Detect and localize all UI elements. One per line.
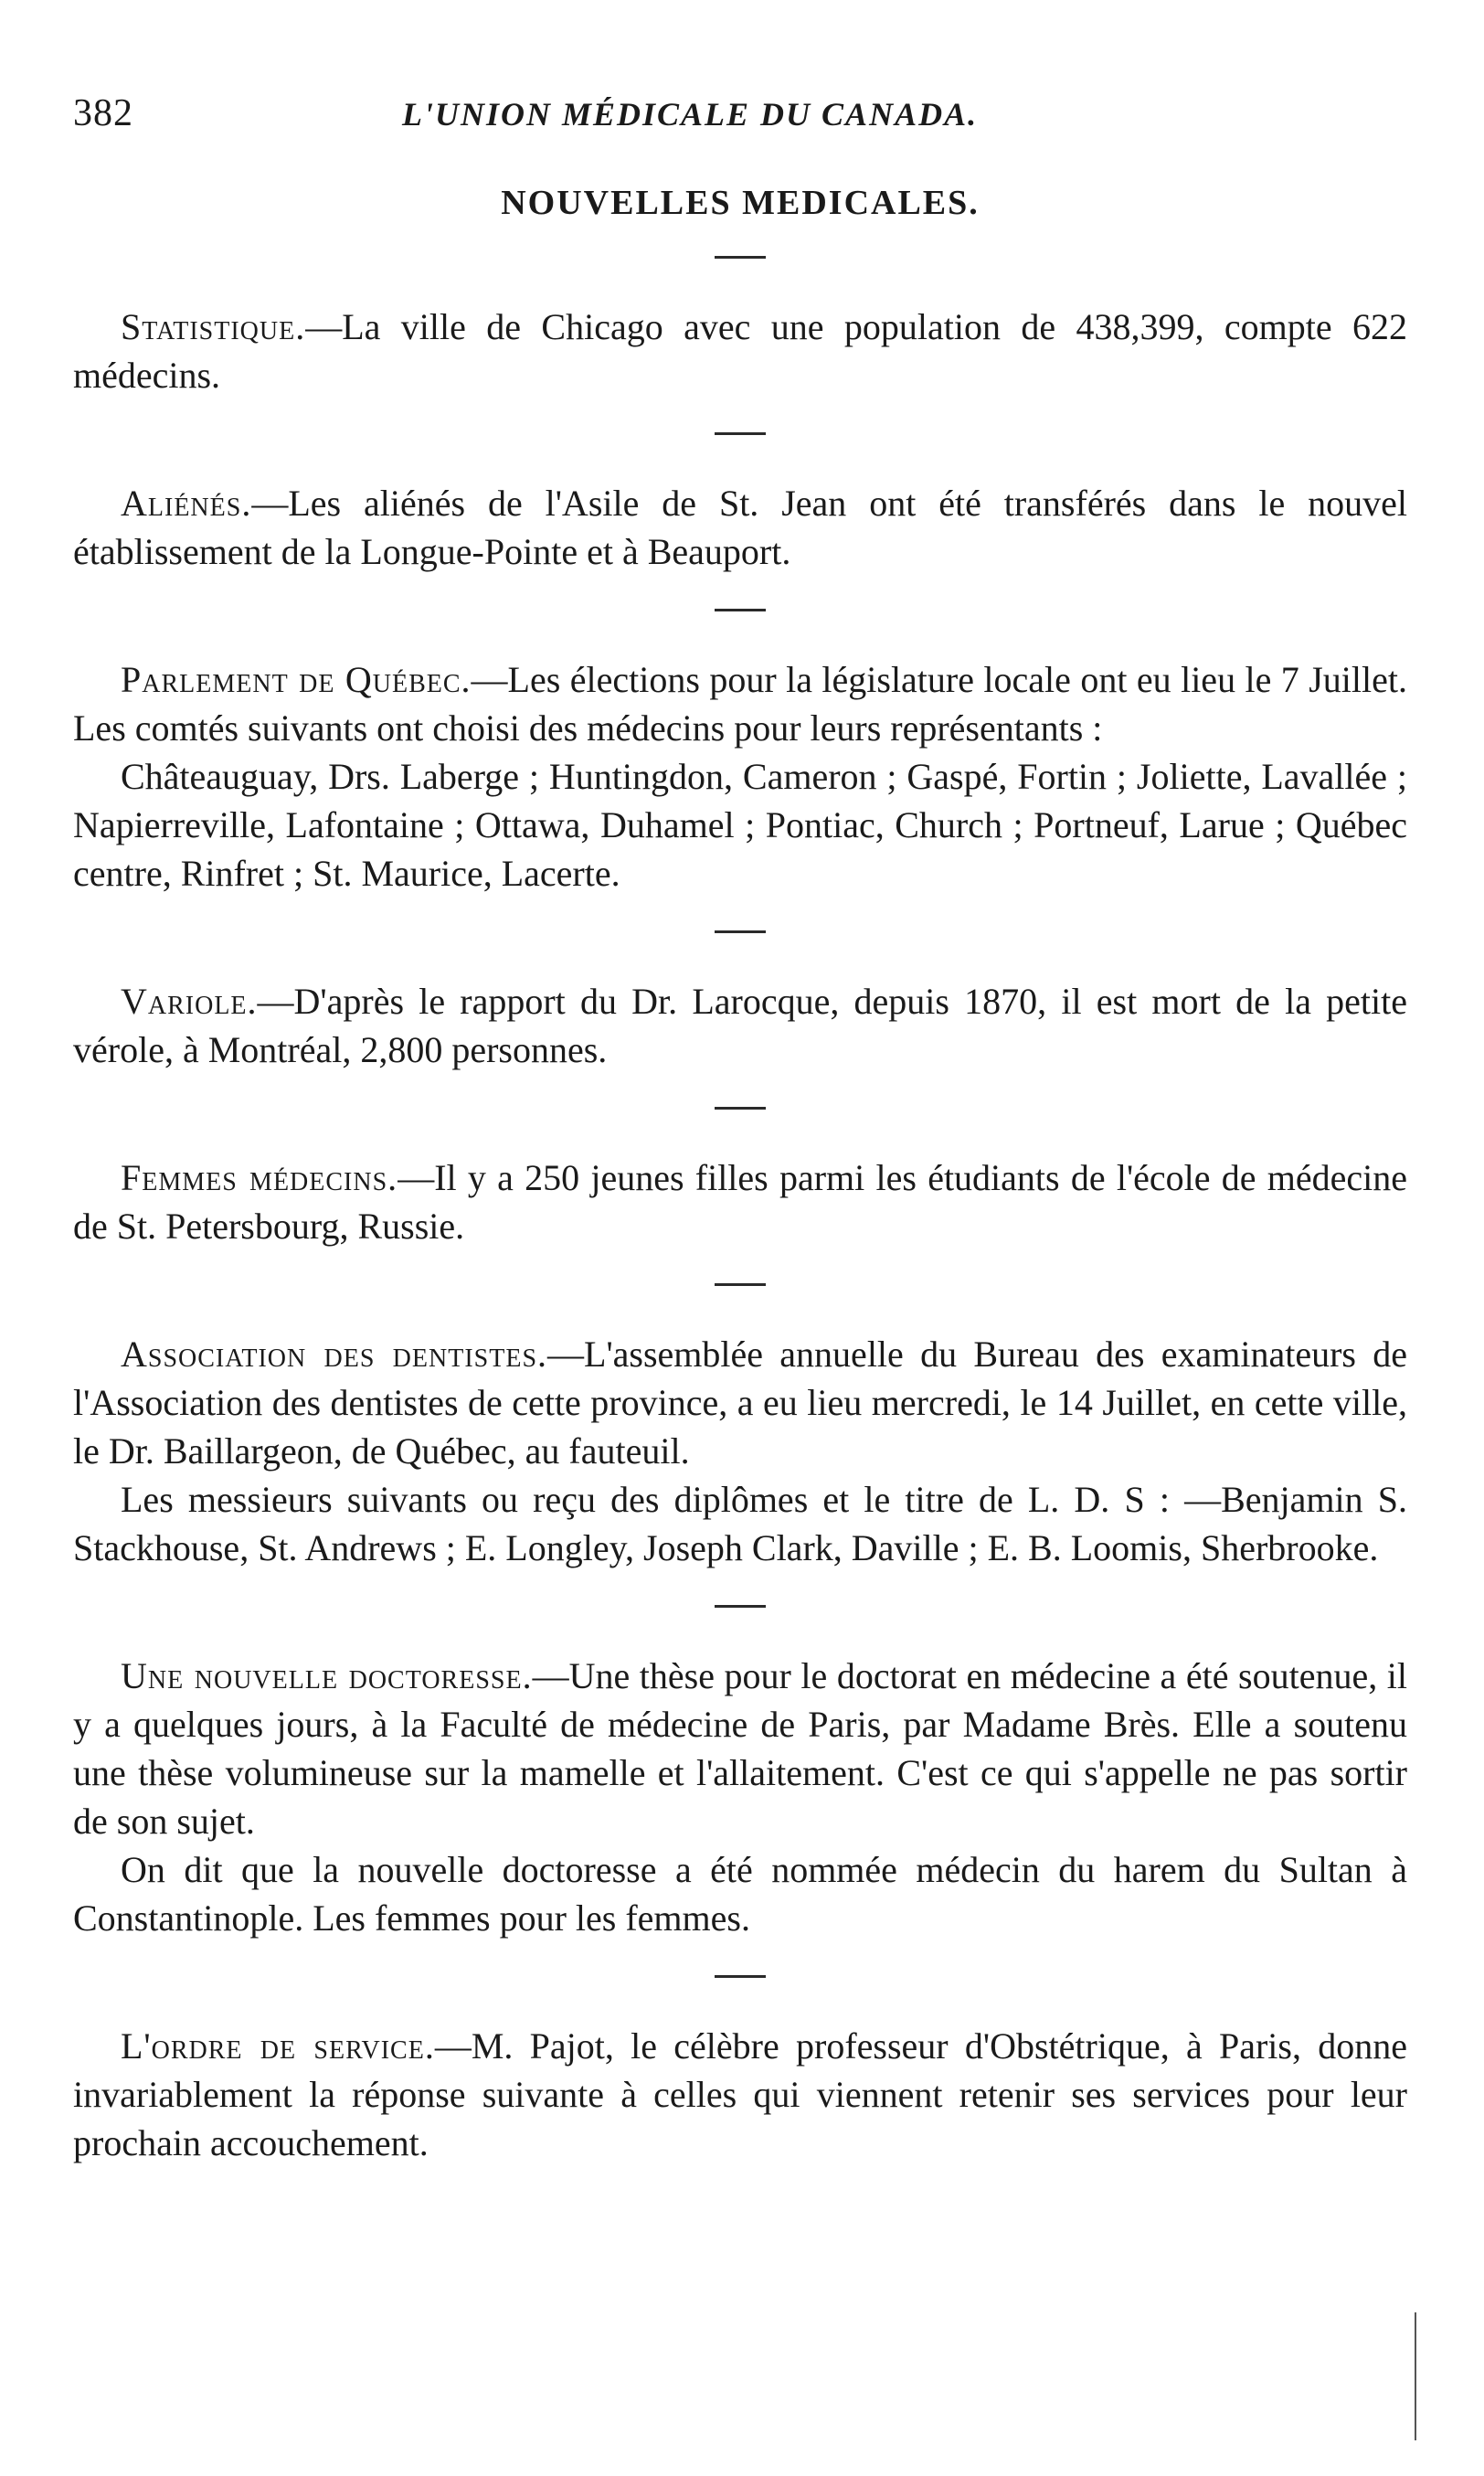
journal-title: L'UNION MÉDICALE DU CANADA. <box>402 96 979 133</box>
news-item-dentistes <box>73 1330 1407 1572</box>
news-item-statistique <box>73 303 1407 399</box>
item-paragraph <box>73 2022 1407 2167</box>
item-text: —La ville de Chicago avec une population de 438,399, compte 622 médecins. <box>73 306 1407 396</box>
margin-bar <box>1415 2312 1416 2440</box>
item-text: —Il y a 250 jeunes filles parmi les étudiants de l'école de médecine de St. Petersbourg, Russie. <box>73 1157 1408 1247</box>
separator-rule <box>715 1283 766 1286</box>
item-paragraph <box>73 977 1407 1074</box>
item-text: —Les aliénés de l'Asile de St. Jean ont été transférés dans le nouvel établissement de la Longue-Pointe et à Beauport. <box>73 483 1407 572</box>
section-heading: NOUVELLES MEDICALES. <box>501 184 980 222</box>
running-head <box>73 91 1407 146</box>
item-text: —D'après le rapport du Dr. Larocque, depuis 1870, il est mort de la petite vérole, à Montréal, 2,800 personnes. <box>73 981 1407 1070</box>
item-paragraph: Les messieurs suivants ou reçu des diplômes et le titre de L. D. S : —Benjamin S. Stackhouse, St. Andrews ; E. Longley, Joseph Clark, Daville ; E. B. Loomis, Sherbrooke. <box>73 1479 1407 1568</box>
item-title: L'ordre de service. <box>121 2025 435 2067</box>
separator-rule <box>715 432 766 435</box>
item-text: —Une thèse pour le doctorat en médecine a été soutenue, il y a quelques jours, à la Faculté de médecine de Paris, par Madame Brès. Elle a soutenu une thèse volumineuse sur la mamelle et l'allaitement. C'est ce qui s'appelle ne pas sortir de son sujet. <box>73 1655 1407 1842</box>
item-title: Parlement de Québec. <box>121 659 472 700</box>
item-text: —Les élections pour la législature locale ont eu lieu le 7 Juillet. Les comtés suivants ont choisi des médecins pour leurs représentants : <box>73 659 1408 749</box>
item-paragraph <box>73 479 1407 576</box>
news-item-parlement <box>73 655 1407 898</box>
item-paragraph: On dit que la nouvelle doctoresse a été nommée médecin du harem du Sultan à Constantinople. Les femmes pour les femmes. <box>73 1849 1407 1939</box>
item-paragraph <box>73 1330 1407 1475</box>
news-item-doctoresse <box>73 1652 1407 1942</box>
page-number: 382 <box>73 92 133 134</box>
item-paragraph <box>73 1652 1407 1845</box>
news-item-alienes <box>73 479 1407 576</box>
item-title: Femmes médecins. <box>121 1157 398 1198</box>
item-paragraph <box>73 1153 1407 1250</box>
item-title: Une nouvelle doctoresse. <box>121 1655 533 1696</box>
item-title: Aliénés. <box>121 483 252 524</box>
item-title: Variole. <box>121 981 258 1022</box>
separator-rule <box>715 1605 766 1608</box>
separator-rule <box>715 1975 766 1978</box>
separator-rule <box>715 1107 766 1110</box>
page <box>73 91 1407 2167</box>
item-title: Statistique. <box>121 306 306 347</box>
item-title: Association des dentistes. <box>121 1334 548 1375</box>
separator-rule <box>715 609 766 611</box>
item-paragraph <box>73 303 1407 399</box>
news-item-ordre-de-service <box>73 2022 1407 2167</box>
separator-rule <box>715 256 766 259</box>
item-paragraph <box>73 655 1407 752</box>
separator-rule <box>715 930 766 933</box>
item-text: —M. Pajot, le célèbre professeur d'Obstétrique, à Paris, donne invariablement la réponse suivante à celles qui viennent retenir ses services pour leur prochain accouchement. <box>73 2025 1407 2163</box>
item-paragraph: Châteauguay, Drs. Laberge ; Huntingdon, Cameron ; Gaspé, Fortin ; Joliette, Lavallée ; Napierreville, Lafontaine ; Ottawa, Duhamel ; Pontiac, Church ; Portneuf, Larue ; Québec centre, Rinfret ; St. Maurice, Lacerte. <box>73 756 1407 894</box>
item-text: —L'assemblée annuelle du Bureau des examinateurs de l'Association des dentistes de cette province, a eu lieu mercredi, le 14 Juillet, en cette ville, le Dr. Baillargeon, de Québec, au fauteuil. <box>73 1334 1407 1472</box>
news-item-femmes-medecins <box>73 1153 1407 1250</box>
news-item-variole <box>73 977 1407 1074</box>
